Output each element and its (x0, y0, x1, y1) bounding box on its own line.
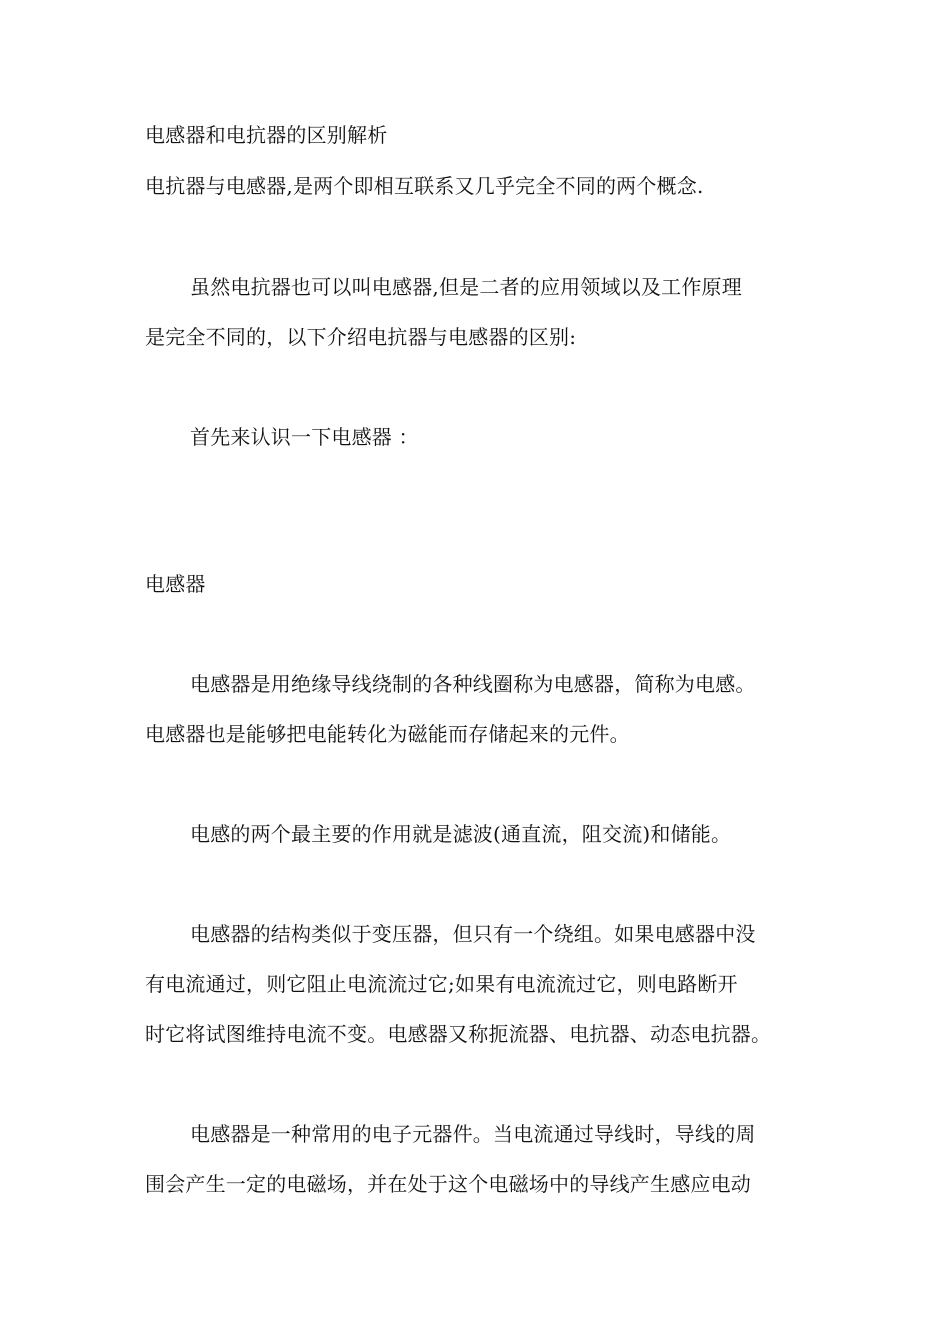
paragraph-3-line-1: 电感器是用绝缘导线绕制的各种线圈称为电感器，简称为电感。 (190, 672, 756, 696)
paragraph-2: 首先来认识一下电感器 ： (190, 425, 419, 449)
section-heading: 电感器 (145, 572, 206, 596)
intro-text: 电抗器与电感器,是两个即相互联系又几乎完全不同的两个概念. (145, 174, 704, 198)
paragraph-5-line-3: 时它将试图维持电流不变。电感器又称扼流器、电抗器、动态电抗器。 (145, 1022, 772, 1046)
paragraph-6-line-1: 电感器是一种常用的电子元器件。当电流通过导线时，导线的周 (190, 1122, 756, 1146)
paragraph-3-line-2: 电感器也是能够把电能转化为磁能而存储起来的元件。 (145, 722, 630, 746)
paragraph-5-line-2: 有电流通过，则它阻止电流流过它;如果有电流流过它，则电路断开 (145, 972, 738, 996)
paragraph-6-line-2: 围会产生一定的电磁场，并在处于这个电磁场中的导线产生感应电动 (145, 1172, 751, 1196)
paragraph-1-line-2: 是完全不同的，以下介绍电抗器与电感器的区别: (145, 325, 577, 349)
paragraph-5-line-1: 电感器的结构类似于变压器，但只有一个绕组。如果电感器中没 (190, 922, 756, 946)
paragraph-1-line-1: 虽然电抗器也可以叫电感器,但是二者的应用领域以及工作原理 (190, 275, 742, 299)
paragraph-4: 电感的两个最主要的作用就是滤波(通直流，阻交流)和储能。 (190, 822, 732, 846)
document-title: 电感器和电抗器的区别解析 (145, 123, 388, 147)
